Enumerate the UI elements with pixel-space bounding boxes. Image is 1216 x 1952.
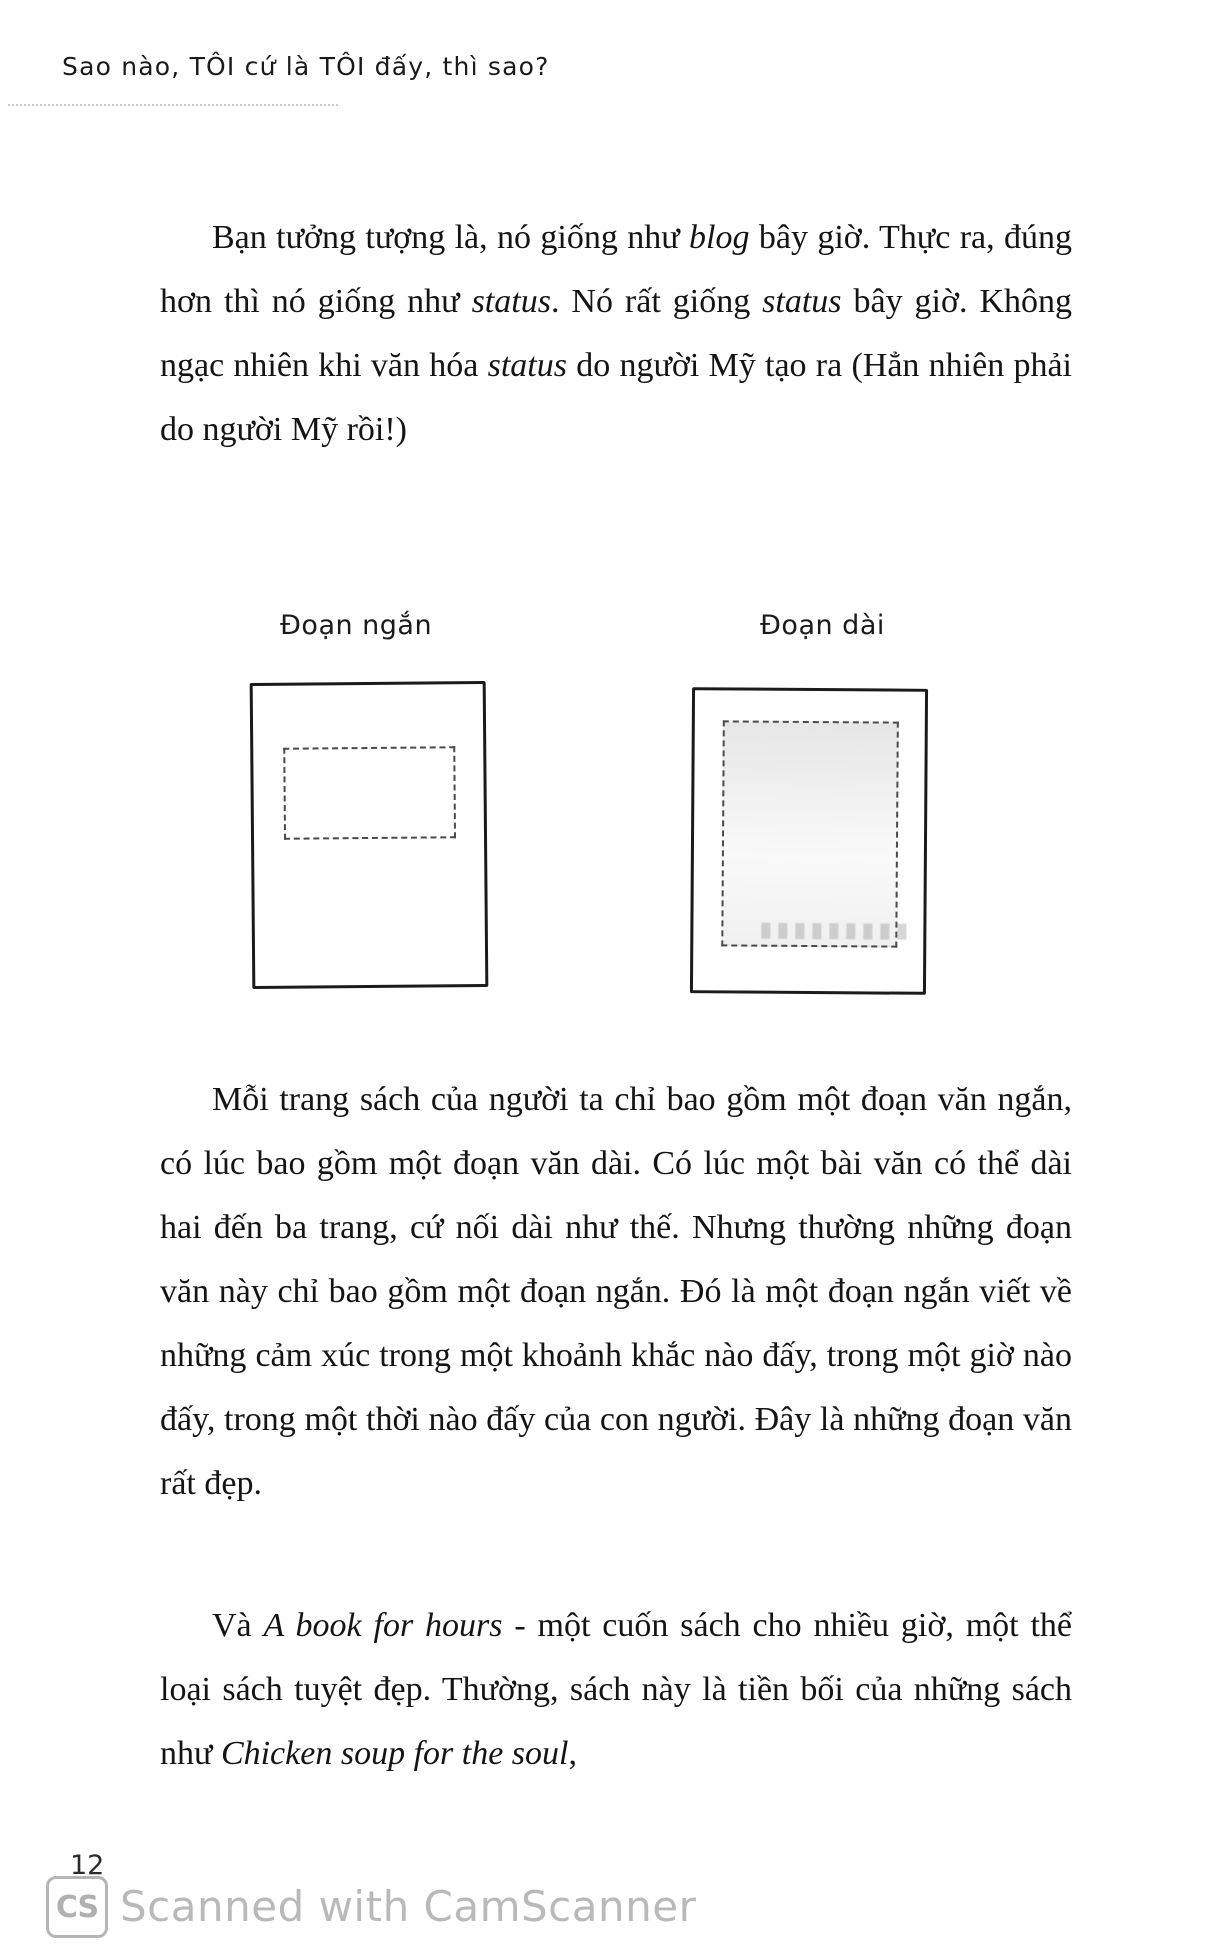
paragraph-2: [160, 1068, 1072, 1516]
page-number: 12: [70, 1850, 105, 1881]
p1-italic-status-1: status: [471, 283, 551, 320]
p3-italic-title-1: A book for hours: [263, 1607, 503, 1644]
p1-segment-d: bây giờ. Không ngạc nhiên khi văn hóa: [160, 283, 1073, 384]
header-rule: [8, 104, 338, 109]
p1-segment-b: bây giờ. Thực ra, đúng hơn thì nó giống như: [160, 219, 1072, 320]
scan-smudge-icon: [761, 923, 911, 940]
figure-caption-long: Đoạn dài: [760, 610, 885, 641]
p1-italic-blog: blog: [689, 219, 750, 256]
camscanner-logo-icon: CS: [46, 1876, 108, 1938]
paragraph-3-text: [160, 1594, 1072, 1786]
paragraph-2-text: Mỗi trang sách của người ta chỉ bao gồm một đoạn văn ngắn, có lúc bao gồm một đoạn văn dài. Có lúc một bài văn có thể dài hai đến ba trang, cứ nối dài như thế. Nhưng thường những đoạn văn này chỉ bao gồm một đoạn ngắn. Đó là một đoạn ngắn viết về những cảm xúc trong một khoảnh khắc nào đấy, trong một giờ nào đấy, trong một thời nào đấy của con người. Đây là những đoạn văn rất đẹp.: [160, 1081, 1072, 1502]
p1-italic-status-3: status: [487, 347, 567, 384]
running-head: Sao nào, TÔI cứ là TÔI đấy, thì sao?: [62, 52, 550, 81]
p3-segment-c: ,: [568, 1735, 577, 1772]
paragraph-1-text: [160, 206, 1072, 462]
text-block-short-icon: [283, 746, 456, 839]
camscanner-watermark: Scanned with CamScanner: [120, 1882, 697, 1931]
p3-segment-a: Và: [212, 1607, 264, 1644]
paragraph-3: [160, 1594, 1072, 1786]
p1-segment-c: . Nó rất giống: [550, 283, 763, 320]
p1-segment-e: do người Mỹ tạo ra (Hẳn nhiên phải do người Mỹ rồi!): [160, 347, 1073, 448]
page-outline-short: [250, 681, 489, 989]
figure-caption-short: Đoạn ngắn: [280, 610, 433, 641]
p3-italic-title-2: Chicken soup for the soul: [220, 1735, 569, 1772]
p1-italic-status-2: status: [762, 283, 842, 320]
page-outline-long: [690, 687, 928, 995]
p3-segment-b: - một cuốn sách cho nhiều giờ, một thể loại sách tuyệt đẹp. Thường, sách này là tiền bối của những sách như: [160, 1607, 1072, 1772]
text-block-long-icon: [721, 720, 899, 947]
paragraph-1: [160, 206, 1072, 462]
figure-paragraph-lengths: [160, 610, 1072, 1000]
p1-segment-a: Bạn tưởng tượng là, nó giống như: [212, 219, 690, 256]
